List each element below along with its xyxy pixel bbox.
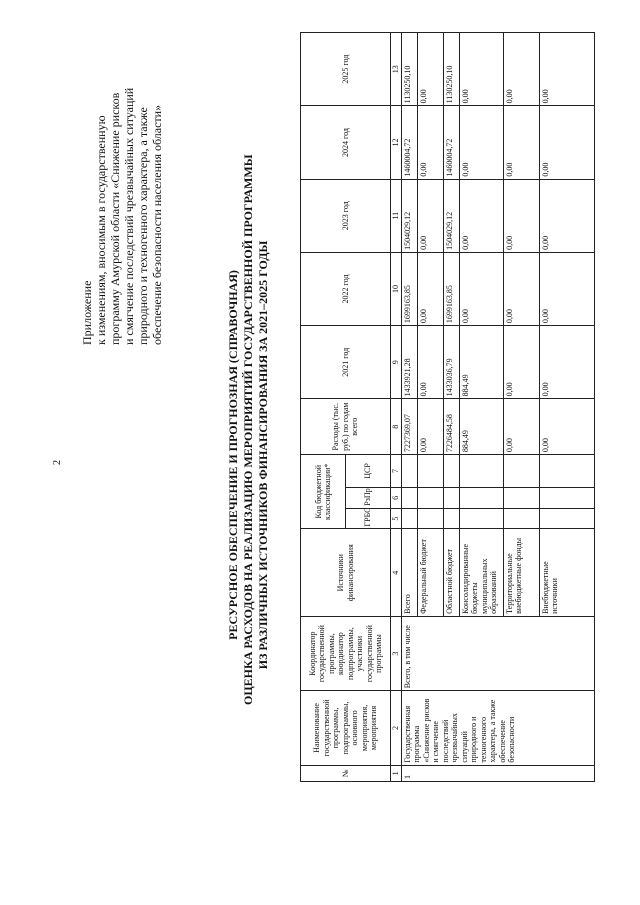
source-cell: Внебюджетные источники: [539, 529, 594, 616]
column-number: 9: [391, 326, 402, 399]
kbk-grbs-cell: [503, 508, 539, 529]
y2024-cell: 1460004,72: [401, 106, 417, 179]
column-number: 1: [391, 765, 402, 781]
y2021-cell: 0,00: [503, 326, 539, 399]
total-cell: 7227369,07: [401, 399, 417, 455]
program-coordinator: Всего, в том числе: [401, 616, 594, 690]
table-row: [401, 33, 417, 782]
title-line: ИЗ РАЗЛИЧНЫХ ИСТОЧНИКОВ ФИНАНСИРОВАНИЯ ЗА 2021–2025 ГОДЫ: [256, 240, 270, 670]
kbk-grbs-cell: [459, 508, 503, 529]
document-title: [226, 154, 271, 705]
row-number: 1: [401, 765, 594, 781]
y2023-cell: 1504029,12: [443, 179, 459, 252]
y2023-cell: 1504029,12: [401, 179, 417, 252]
y2022-cell: 1699163,85: [443, 252, 459, 325]
resource-table: [300, 32, 595, 782]
y2022-cell: 0,00: [459, 252, 503, 325]
kbk-csr-cell: [417, 455, 443, 488]
header-source: Источники финансирования: [301, 529, 391, 616]
title-line: ОЦЕНКА РАСХОДОВ НА РЕАЛИЗАЦИЮ МЕРОПРИЯТИЙ ГОСУДАРСТВЕННОЙ ПРОГРАММЫ: [241, 154, 255, 705]
y2024-cell: 0,00: [459, 106, 503, 179]
source-cell: Всего: [401, 529, 417, 616]
column-number: 5: [391, 508, 402, 529]
column-number: 8: [391, 399, 402, 455]
y2021-cell: 0,00: [539, 326, 594, 399]
kbk-rzpr-cell: [443, 487, 459, 508]
kbk-rzpr-cell: [401, 487, 417, 508]
y2024-cell: 0,00: [539, 106, 594, 179]
program-name: Государственная программа «Снижение рисков и смягчение последствий чрезвычайных ситуаций природного и техногенного характера, а также обеспечение безопасности: [401, 691, 594, 765]
appendix-line: обеспечение безопасности населения области»: [150, 104, 164, 345]
kbk-rzpr-cell: [459, 487, 503, 508]
y2025-cell: 1130250,10: [401, 33, 417, 106]
header-2025: 2025 год: [301, 33, 391, 106]
y2022-cell: 0,00: [417, 252, 443, 325]
appendix-line: к изменениям, вносимым в государственную: [94, 115, 108, 345]
kbk-csr-cell: [539, 455, 594, 488]
y2021-cell: 1433036,79: [443, 326, 459, 399]
kbk-rzpr-cell: [539, 487, 594, 508]
kbk-grbs-cell: [443, 508, 459, 529]
appendix-line: природного и техногенного характера, а также: [136, 107, 150, 345]
column-number: 10: [391, 252, 402, 325]
kbk-grbs-cell: [401, 508, 417, 529]
y2023-cell: 0,00: [417, 179, 443, 252]
appendix-line: программу Амурской области «Снижение рисков: [108, 92, 122, 345]
kbk-csr-cell: [503, 455, 539, 488]
source-cell: Территориальные внебюджетные фонды: [503, 529, 539, 616]
total-cell: 884,49: [459, 399, 503, 455]
y2025-cell: 1130250,10: [443, 33, 459, 106]
source-cell: Федеральный бюджет: [417, 529, 443, 616]
header-no: №: [301, 765, 391, 781]
header-csr: ЦСР: [346, 455, 391, 488]
y2024-cell: 0,00: [417, 106, 443, 179]
y2025-cell: 0,00: [539, 33, 594, 106]
header-2022: 2022 год: [301, 252, 391, 325]
y2024-cell: 0,00: [503, 106, 539, 179]
column-number: 3: [391, 616, 402, 690]
appendix-line: Приложение: [80, 280, 94, 345]
y2021-cell: 884,49: [459, 326, 503, 399]
header-rzpr: РзПр: [346, 487, 391, 508]
kbk-grbs-cell: [417, 508, 443, 529]
header-kbk: Код бюджетной классификации*: [301, 455, 346, 529]
total-cell: 0,00: [503, 399, 539, 455]
kbk-rzpr-cell: [417, 487, 443, 508]
y2025-cell: 0,00: [503, 33, 539, 106]
y2021-cell: 0,00: [417, 326, 443, 399]
header-total: Расходы (тыс. руб.) по годам всего: [301, 399, 391, 455]
total-cell: 0,00: [417, 399, 443, 455]
column-number: 2: [391, 691, 402, 765]
header-2021: 2021 год: [301, 326, 391, 399]
column-number: 12: [391, 106, 402, 179]
column-number: 7: [391, 455, 402, 488]
total-cell: 0,00: [539, 399, 594, 455]
y2025-cell: 0,00: [417, 33, 443, 106]
appendix-line: и смягчение последствий чрезвычайных ситуаций: [122, 87, 136, 345]
column-numbers-row: [391, 33, 402, 782]
kbk-csr-cell: [459, 455, 503, 488]
page-number: 2: [52, 460, 63, 465]
column-number: 6: [391, 487, 402, 508]
column-number: 13: [391, 33, 402, 106]
kbk-csr-cell: [443, 455, 459, 488]
header-name: Наименование государственной программы, подпрограммы, основного мероприятия, мероприятия: [301, 691, 391, 765]
y2024-cell: 1460004,72: [443, 106, 459, 179]
column-number: 4: [391, 529, 402, 616]
y2025-cell: 0,00: [459, 33, 503, 106]
source-cell: Консолидированные бюджеты муниципальных образований: [459, 529, 503, 616]
header-grbs: ГРБС: [346, 508, 391, 529]
column-number: 11: [391, 179, 402, 252]
y2023-cell: 0,00: [459, 179, 503, 252]
title-line: РЕСУРСНОЕ ОБЕСПЕЧЕНИЕ И ПРОГНОЗНАЯ (СПРАВОЧНАЯ): [226, 270, 240, 640]
header-coordinator: Координатор государственной программы, координатор подпрограммы, участники государственной программы: [301, 616, 391, 690]
header-2024: 2024 год: [301, 106, 391, 179]
source-cell: Областной бюджет: [443, 529, 459, 616]
total-cell: 7226484,58: [443, 399, 459, 455]
y2022-cell: 0,00: [539, 252, 594, 325]
y2021-cell: 1433921,28: [401, 326, 417, 399]
y2022-cell: 0,00: [503, 252, 539, 325]
kbk-csr-cell: [401, 455, 417, 488]
kbk-grbs-cell: [539, 508, 594, 529]
header-2023: 2023 год: [301, 179, 391, 252]
y2022-cell: 1699163,85: [401, 252, 417, 325]
kbk-rzpr-cell: [503, 487, 539, 508]
appendix-note: [80, 15, 164, 345]
y2023-cell: 0,00: [539, 179, 594, 252]
y2023-cell: 0,00: [503, 179, 539, 252]
